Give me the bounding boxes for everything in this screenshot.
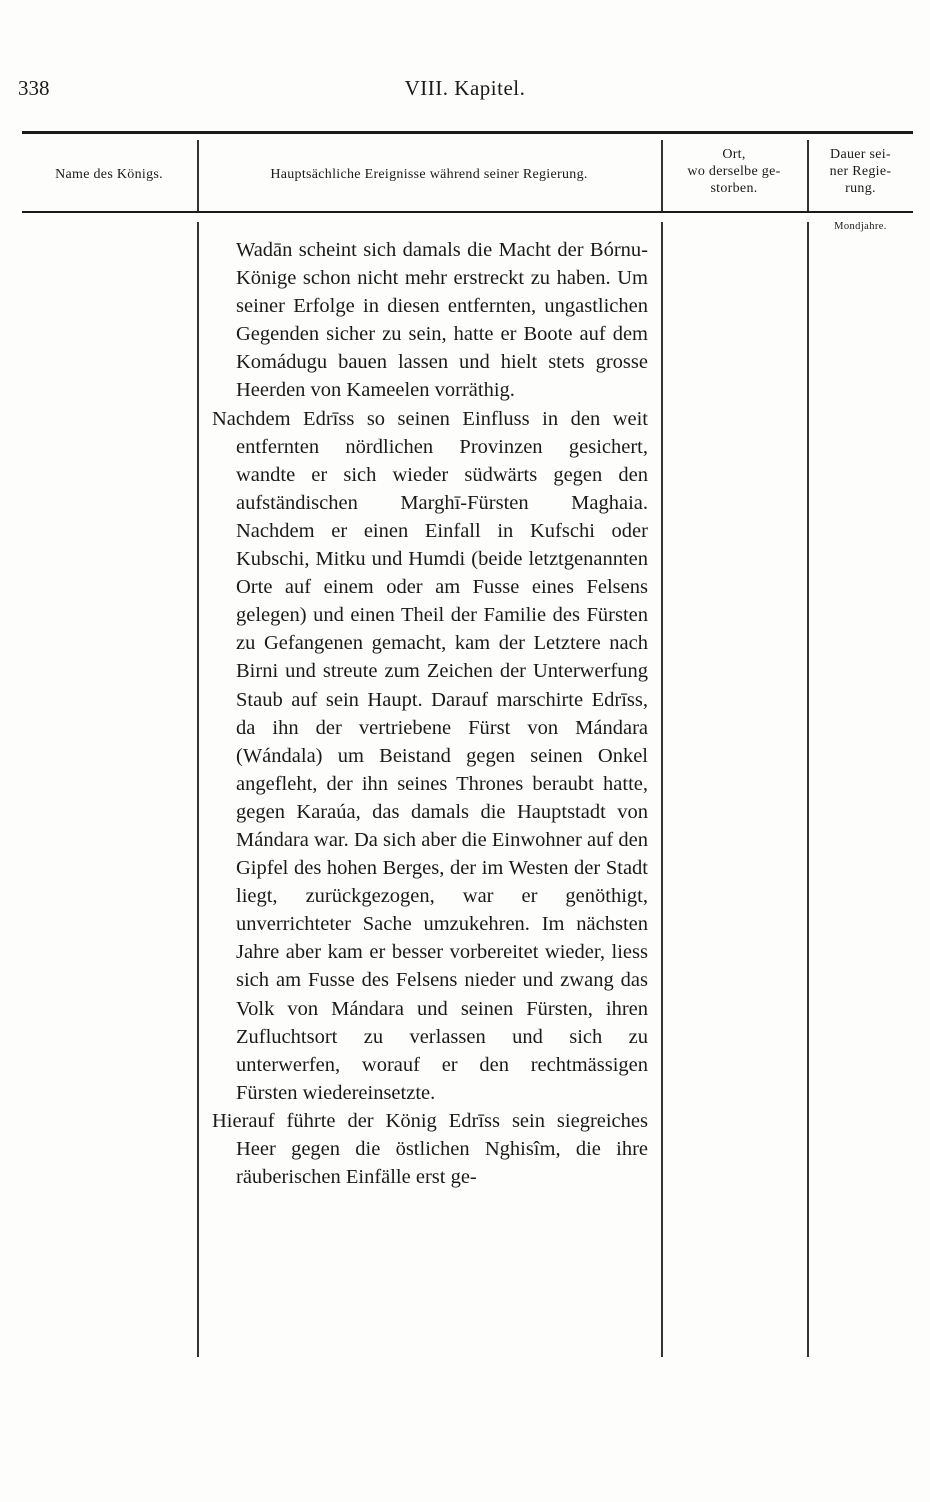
paragraph: Hierauf führte der König Edrīss sein siegreiches Heer gegen die östlichen Nghisîm, die ihre räuberischen Einfälle erst ge- [212, 1109, 648, 1189]
column-header-duration: Dauer sei- ner Regie- rung. [829, 147, 892, 196]
column-divider [197, 222, 199, 1357]
column-header-events: Hauptsächliche Ereignisse während seiner Regierung. [270, 167, 588, 182]
chapter-title: VIII. Kapitel. [404, 76, 526, 100]
table-top-rule [22, 131, 913, 134]
events-column-text [212, 236, 648, 1191]
column-header-name: Name des Königs. [55, 167, 163, 182]
page-number: 338 [18, 76, 50, 100]
column-divider [661, 222, 663, 1357]
paragraph: Nachdem Edrīss so seinen Einfluss in den weit entfernten nördlichen Provinzen gesichert, wandte er sich wieder südwärts gegen den aufständischen Marghī-Fürsten Maghaia. Nachdem er einen Einfall in Kufschi oder Kubschi, Mitku und Humdi (beide letztgenannten Orte auf einem oder am Fusse eines Felsens gelegen) und einen Theil der Familie des Fürsten zu Gefangenen gemacht, kam der Letztere nach Birni und streute zum Zeichen der Unterwerfung Staub auf sein Haupt. Darauf marschirte Edrīss, da ihn der vertriebene Fürst von Mándara (Wándala) um Beistand gegen seinen Onkel angefleht, der ihn seines Thrones beraubt hatte, gegen Karaúa, das damals die Hauptstadt von Mándara war. Da sich aber die Einwohner auf den Gipfel des hohen Berges, der im Westen der Stadt liegt, zurückgezogen, war er genöthigt, unverrichteter Sache umzukehren. Im nächsten Jahre aber kam er besser vorbereitet wieder, liess sich am Fusse des Felsens nieder und zwang das Volk von Mándara und seinen Fürsten, ihren Zufluchtsort zu verlassen und sich zu unterwerfen, worauf er den rechtmässigen Fürsten wiedereinsetzte. [212, 407, 648, 1104]
duration-unit-label: Mondjahre. [834, 221, 887, 232]
column-divider [807, 222, 809, 1357]
table-header-rule [22, 211, 913, 213]
paragraph: Wadān scheint sich damals die Macht der Bórnu-Könige schon nicht mehr erstreckt zu haben. Um seiner Erfolge in diesen entfernten, ungastlichen Gegenden sicher zu sein, hatte er Boote auf dem Komádugu bauen lassen und hielt stets grosse Heerden von Kameelen vorräthig. [236, 239, 648, 402]
column-header-place-of-death: Ort, wo derselbe ge- storben. [687, 147, 781, 196]
